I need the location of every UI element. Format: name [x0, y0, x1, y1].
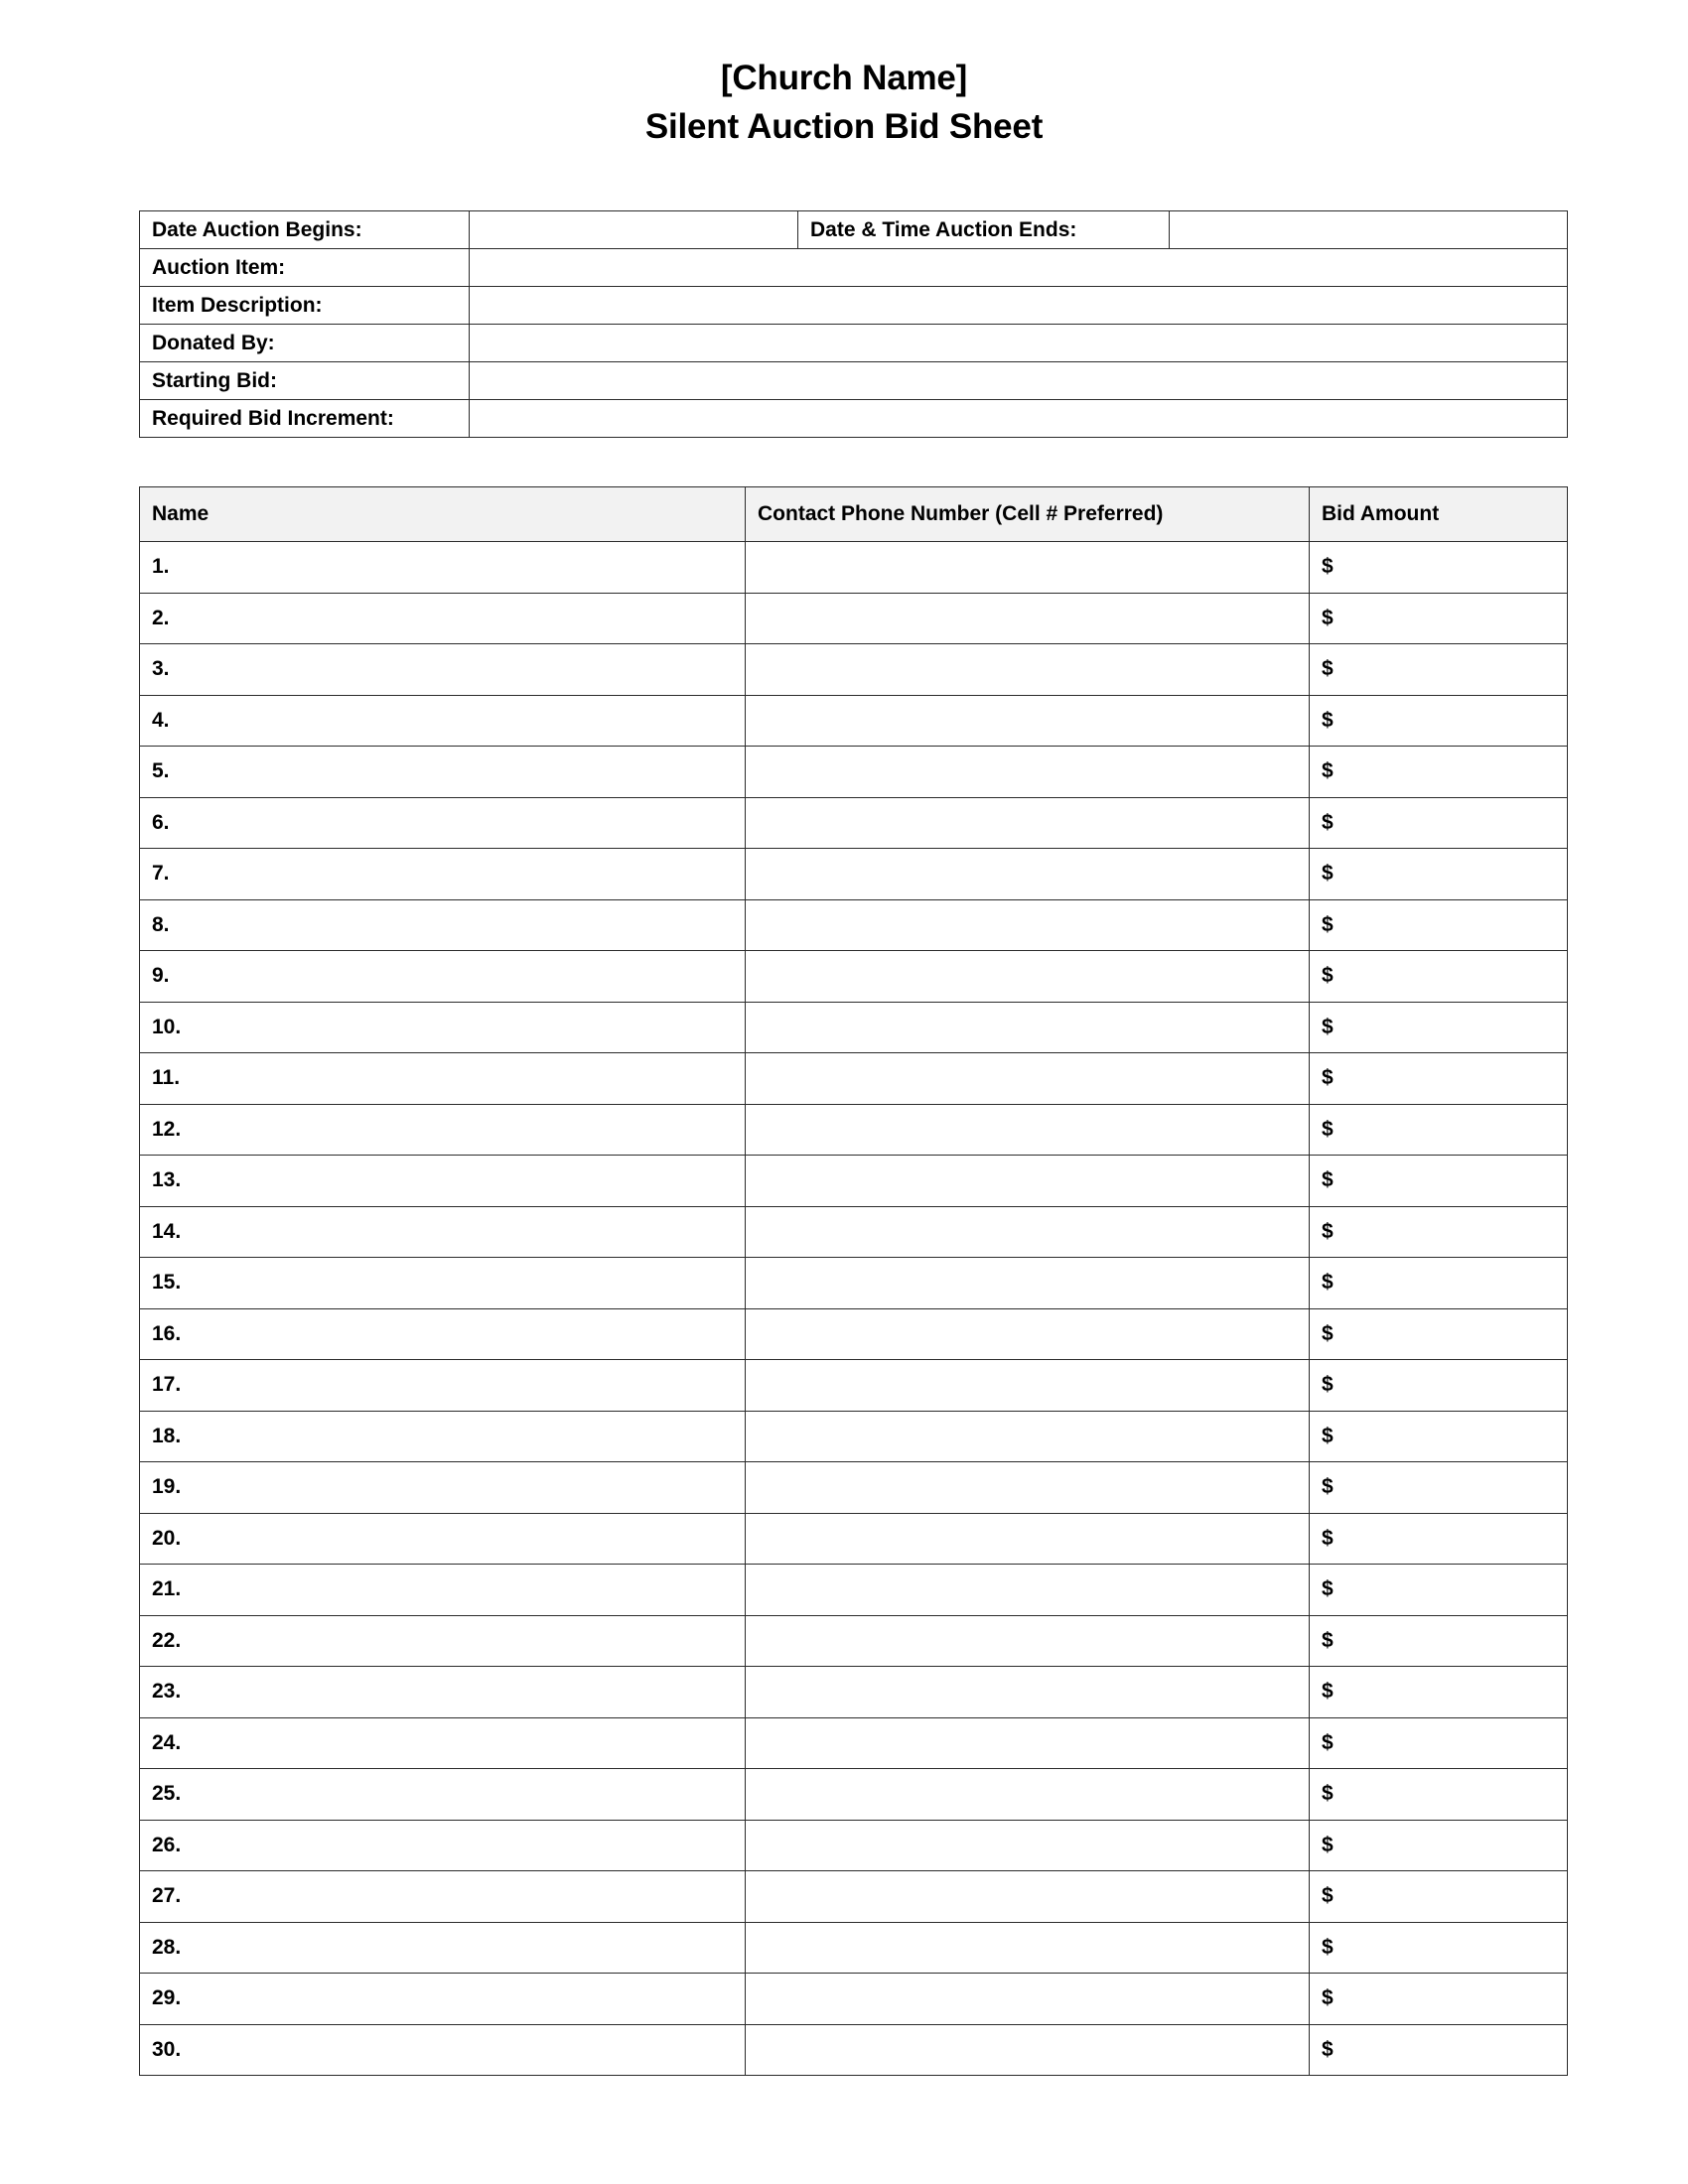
- bid-row-number-and-name[interactable]: 6.: [140, 797, 746, 849]
- column-header-name: Name: [140, 487, 746, 542]
- bid-row-number-and-name[interactable]: 24.: [140, 1717, 746, 1769]
- bid-row-amount[interactable]: $: [1310, 1462, 1568, 1514]
- table-row: [140, 797, 1568, 849]
- bid-row-amount[interactable]: $: [1310, 1565, 1568, 1616]
- bid-row-number-and-name[interactable]: 28.: [140, 1922, 746, 1974]
- table-row: [140, 1053, 1568, 1105]
- bid-row-amount[interactable]: $: [1310, 1258, 1568, 1309]
- table-row: [140, 899, 1568, 951]
- table-row: [140, 1411, 1568, 1462]
- bid-row-amount[interactable]: $: [1310, 1820, 1568, 1871]
- bid-row-amount[interactable]: $: [1310, 899, 1568, 951]
- bid-row-number-and-name[interactable]: 14.: [140, 1206, 746, 1258]
- table-row: [140, 747, 1568, 798]
- bid-row-number-and-name[interactable]: 4.: [140, 695, 746, 747]
- table-row: [140, 1871, 1568, 1923]
- label-date-time-auction-ends: Date & Time Auction Ends:: [798, 211, 1170, 249]
- bid-row-phone[interactable]: [746, 1717, 1310, 1769]
- bid-row-amount[interactable]: $: [1310, 593, 1568, 644]
- bid-row-phone[interactable]: [746, 1002, 1310, 1053]
- label-date-auction-begins: Date Auction Begins:: [140, 211, 470, 249]
- bid-row-number-and-name[interactable]: 23.: [140, 1667, 746, 1718]
- bid-row-number-and-name[interactable]: 25.: [140, 1769, 746, 1821]
- field-auction-item[interactable]: [470, 249, 1568, 287]
- bid-row-number-and-name[interactable]: 10.: [140, 1002, 746, 1053]
- bid-row-amount[interactable]: $: [1310, 797, 1568, 849]
- bid-row-phone[interactable]: [746, 1411, 1310, 1462]
- table-row: [140, 1974, 1568, 2025]
- bid-row-amount[interactable]: $: [1310, 1411, 1568, 1462]
- table-row: [140, 1002, 1568, 1053]
- bid-row-amount[interactable]: $: [1310, 1104, 1568, 1156]
- bid-row-phone[interactable]: [746, 2024, 1310, 2076]
- bid-row-phone[interactable]: [746, 695, 1310, 747]
- bid-row-number-and-name[interactable]: 1.: [140, 542, 746, 594]
- bid-row-phone[interactable]: [746, 1104, 1310, 1156]
- bid-row-phone[interactable]: [746, 899, 1310, 951]
- bid-row-amount[interactable]: $: [1310, 695, 1568, 747]
- table-row: [140, 542, 1568, 594]
- info-row-starting-bid: [140, 362, 1568, 400]
- table-row: [140, 1462, 1568, 1514]
- column-header-bid-amount: Bid Amount: [1310, 487, 1568, 542]
- bid-table-body: [140, 542, 1568, 2076]
- bid-row-phone[interactable]: [746, 1513, 1310, 1565]
- bid-row-phone[interactable]: [746, 1769, 1310, 1821]
- field-item-description[interactable]: [470, 287, 1568, 325]
- info-row-date-begins: [140, 211, 1568, 249]
- column-header-contact-phone: Contact Phone Number (Cell # Preferred): [746, 487, 1310, 542]
- bid-row-number-and-name[interactable]: 8.: [140, 899, 746, 951]
- bid-row-number-and-name[interactable]: 20.: [140, 1513, 746, 1565]
- bid-row-amount[interactable]: $: [1310, 1922, 1568, 1974]
- bid-row-amount[interactable]: $: [1310, 951, 1568, 1003]
- bid-row-amount[interactable]: $: [1310, 1002, 1568, 1053]
- bid-row-phone[interactable]: [746, 1206, 1310, 1258]
- bid-row-number-and-name[interactable]: 22.: [140, 1615, 746, 1667]
- bid-row-number-and-name[interactable]: 29.: [140, 1974, 746, 2025]
- info-row-required-bid-increment: [140, 400, 1568, 438]
- table-row: [140, 1820, 1568, 1871]
- table-row: [140, 1308, 1568, 1360]
- bid-row-amount[interactable]: $: [1310, 542, 1568, 594]
- bid-row-phone[interactable]: [746, 849, 1310, 900]
- bid-row-number-and-name[interactable]: 5.: [140, 747, 746, 798]
- bid-row-number-and-name[interactable]: 13.: [140, 1156, 746, 1207]
- table-row: [140, 1769, 1568, 1821]
- bid-row-amount[interactable]: $: [1310, 849, 1568, 900]
- label-starting-bid: Starting Bid:: [140, 362, 470, 400]
- bid-row-phone[interactable]: [746, 1615, 1310, 1667]
- bid-row-amount[interactable]: $: [1310, 1871, 1568, 1923]
- bid-row-number-and-name[interactable]: 2.: [140, 593, 746, 644]
- table-row: [140, 1104, 1568, 1156]
- bid-row-number-and-name[interactable]: 7.: [140, 849, 746, 900]
- bid-row-amount[interactable]: $: [1310, 644, 1568, 696]
- bid-row-amount[interactable]: $: [1310, 1513, 1568, 1565]
- label-auction-item: Auction Item:: [140, 249, 470, 287]
- bid-row-number-and-name[interactable]: 19.: [140, 1462, 746, 1514]
- info-row-item-description: [140, 287, 1568, 325]
- bid-row-phone[interactable]: [746, 1360, 1310, 1412]
- bid-row-amount[interactable]: $: [1310, 1717, 1568, 1769]
- table-row: [140, 695, 1568, 747]
- bid-row-phone[interactable]: [746, 797, 1310, 849]
- bid-row-phone[interactable]: [746, 1156, 1310, 1207]
- bid-row-amount[interactable]: $: [1310, 1974, 1568, 2025]
- bid-row-phone[interactable]: [746, 1308, 1310, 1360]
- info-row-donated-by: [140, 325, 1568, 362]
- bid-row-amount[interactable]: $: [1310, 1156, 1568, 1207]
- page-subtitle: Silent Auction Bid Sheet: [644, 106, 1044, 146]
- table-row: [140, 1156, 1568, 1207]
- table-row: [140, 1513, 1568, 1565]
- bid-row-phone[interactable]: [746, 1258, 1310, 1309]
- table-row: [140, 1717, 1568, 1769]
- page-title: [Church Name]: [720, 59, 968, 97]
- bid-row-amount[interactable]: $: [1310, 1667, 1568, 1718]
- bid-row-phone[interactable]: [746, 1053, 1310, 1105]
- bid-row-number-and-name[interactable]: 21.: [140, 1565, 746, 1616]
- bid-row-number-and-name[interactable]: 17.: [140, 1360, 746, 1412]
- bid-row-amount[interactable]: $: [1310, 747, 1568, 798]
- bid-row-number-and-name[interactable]: 30.: [140, 2024, 746, 2076]
- bid-row-amount[interactable]: $: [1310, 1308, 1568, 1360]
- table-row: [140, 1258, 1568, 1309]
- bid-entries-table: [139, 486, 1568, 2076]
- bid-row-phone[interactable]: [746, 1974, 1310, 2025]
- bid-row-phone[interactable]: [746, 1667, 1310, 1718]
- bid-row-number-and-name[interactable]: 27.: [140, 1871, 746, 1923]
- table-row: [140, 593, 1568, 644]
- label-item-description: Item Description:: [140, 287, 470, 325]
- bid-row-phone[interactable]: [746, 1922, 1310, 1974]
- bid-table-header-row: [140, 487, 1568, 542]
- bid-row-phone[interactable]: [746, 644, 1310, 696]
- bid-row-phone[interactable]: [746, 951, 1310, 1003]
- table-row: [140, 849, 1568, 900]
- bid-row-phone[interactable]: [746, 593, 1310, 644]
- bid-row-phone[interactable]: [746, 1820, 1310, 1871]
- field-starting-bid[interactable]: [470, 362, 1568, 400]
- label-required-bid-increment: Required Bid Increment:: [140, 400, 470, 438]
- bid-row-amount[interactable]: $: [1310, 1769, 1568, 1821]
- bid-row-number-and-name[interactable]: 18.: [140, 1411, 746, 1462]
- table-row: [140, 1565, 1568, 1616]
- bid-row-amount[interactable]: $: [1310, 1360, 1568, 1412]
- table-row: [140, 1360, 1568, 1412]
- bid-row-phone[interactable]: [746, 542, 1310, 594]
- table-row: [140, 1922, 1568, 1974]
- bid-row-number-and-name[interactable]: 15.: [140, 1258, 746, 1309]
- bid-row-amount[interactable]: $: [1310, 1053, 1568, 1105]
- info-row-auction-item: [140, 249, 1568, 287]
- bid-row-number-and-name[interactable]: 16.: [140, 1308, 746, 1360]
- field-donated-by[interactable]: [470, 325, 1568, 362]
- title-block: [0, 58, 1688, 148]
- table-row: [140, 644, 1568, 696]
- bid-row-phone[interactable]: [746, 1565, 1310, 1616]
- field-required-bid-increment[interactable]: [470, 400, 1568, 438]
- bid-row-amount[interactable]: $: [1310, 1615, 1568, 1667]
- label-donated-by: Donated By:: [140, 325, 470, 362]
- bid-row-amount[interactable]: $: [1310, 2024, 1568, 2076]
- field-date-time-auction-ends[interactable]: [1170, 211, 1568, 249]
- table-row: [140, 1667, 1568, 1718]
- bid-row-amount[interactable]: $: [1310, 1206, 1568, 1258]
- bid-row-phone[interactable]: [746, 1462, 1310, 1514]
- table-row: [140, 1206, 1568, 1258]
- table-row: [140, 951, 1568, 1003]
- bid-row-number-and-name[interactable]: 9.: [140, 951, 746, 1003]
- bid-row-number-and-name[interactable]: 12.: [140, 1104, 746, 1156]
- table-row: [140, 1615, 1568, 1667]
- bid-row-number-and-name[interactable]: 3.: [140, 644, 746, 696]
- bid-row-number-and-name[interactable]: 26.: [140, 1820, 746, 1871]
- bid-row-phone[interactable]: [746, 747, 1310, 798]
- bid-row-phone[interactable]: [746, 1871, 1310, 1923]
- table-row: [140, 2024, 1568, 2076]
- bid-row-number-and-name[interactable]: 11.: [140, 1053, 746, 1105]
- auction-info-table: [139, 210, 1568, 438]
- field-date-auction-begins[interactable]: [470, 211, 798, 249]
